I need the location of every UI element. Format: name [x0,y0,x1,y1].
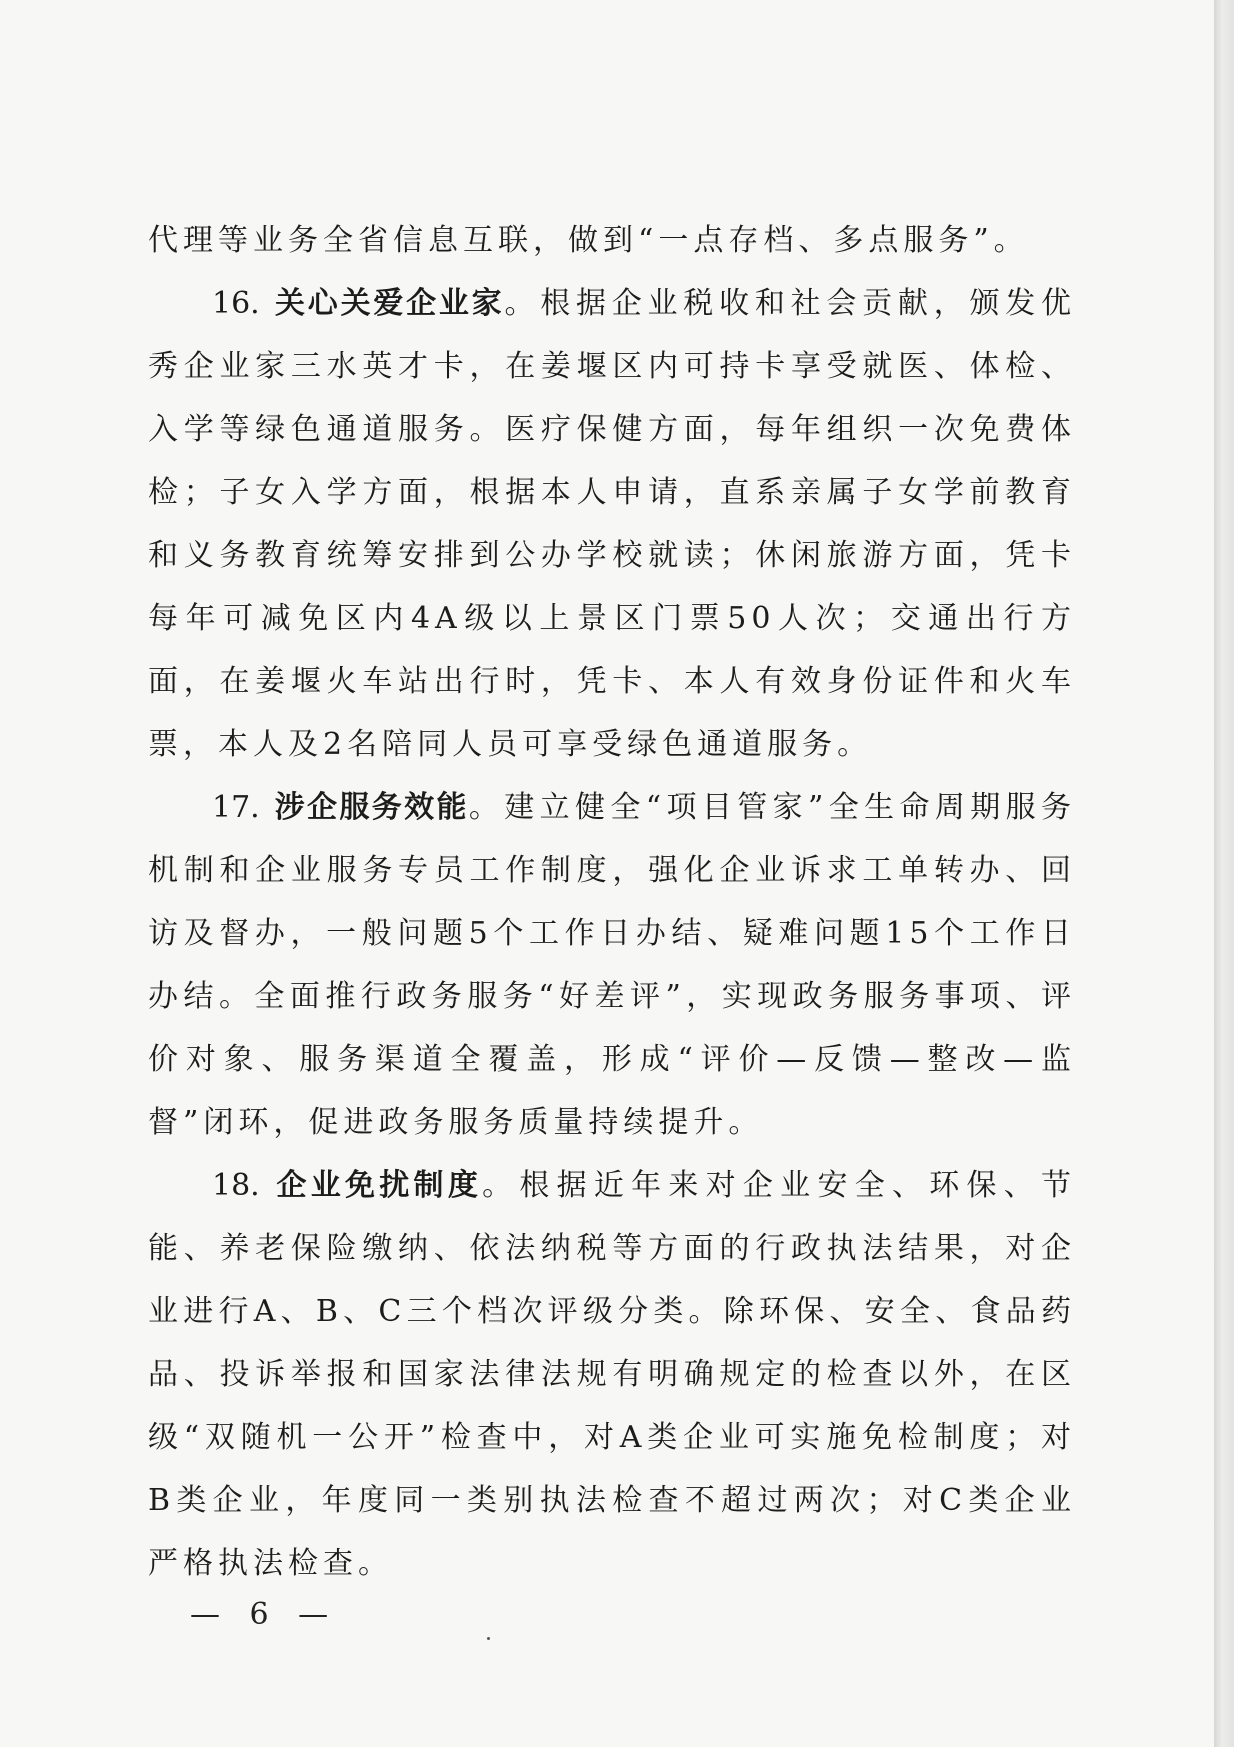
paragraph-18 [148,1154,1076,1595]
item-body: 。根据近年来对企业安全、环保、节能、养老保险缴纳、依法纳税等方面的行政执法结果，对企业进行A、B、C三个档次评级分类。除环保、安全、食品药品、投诉举报和国家法律法规有明确规定的检查以外，在区级“双随机一公开”检查中，对A类企业可实施免检制度；对B类企业，年度同一类别执法检查不超过两次；对C类企业严格执法检查。 [148,1168,1077,1581]
page-number: — 6 — [190,1597,339,1632]
item-number: 18. [212,1168,260,1203]
paragraph-16 [148,272,1076,776]
item-number: 16. [212,286,260,321]
page-edge-shadow [1214,0,1234,1747]
item-heading: 涉企服务效能 [274,790,469,825]
scan-speck [487,1637,490,1640]
item-heading: 关心关爱企业家 [275,286,505,321]
item-number: 17. [212,790,260,825]
item-body: 。根据企业税收和社会贡献，颁发优秀企业家三水英才卡，在姜堰区内可持卡享受就医、体检、入学等绿色通道服务。医疗保健方面，每年组织一次免费体检；子女入学方面，根据本人申请，直系亲属子女学前教育和义务教育统筹安排到公办学校就读；休闲旅游方面，凭卡每年可减免区内4A级以上景区门票50人次；交通出行方面，在姜堰火车站出行时，凭卡、本人有效身份证件和火车票，本人及2名陪同人员可享受绿色通道服务。 [148,286,1077,762]
paragraph-continuation [148,209,1076,272]
paragraph-17 [148,776,1076,1154]
paragraph-text: 代理等业务全省信息互联，做到“一点存档、多点服务”。 [148,223,1029,258]
item-body: 。建立健全“项目管家”全生命周期服务机制和企业服务专员工作制度，强化企业诉求工单转办、回访及督办，一般问题5个工作日办结、疑难问题15个工作日办结。全面推行政务服务“好差评”，实现政务服务事项、评价对象、服务渠道全覆盖，形成“评价—反馈—整改—监督”闭环，促进政务服务质量持续提升。 [148,790,1076,1140]
document-body [148,209,1076,1595]
item-heading: 企业免扰制度 [276,1168,483,1203]
